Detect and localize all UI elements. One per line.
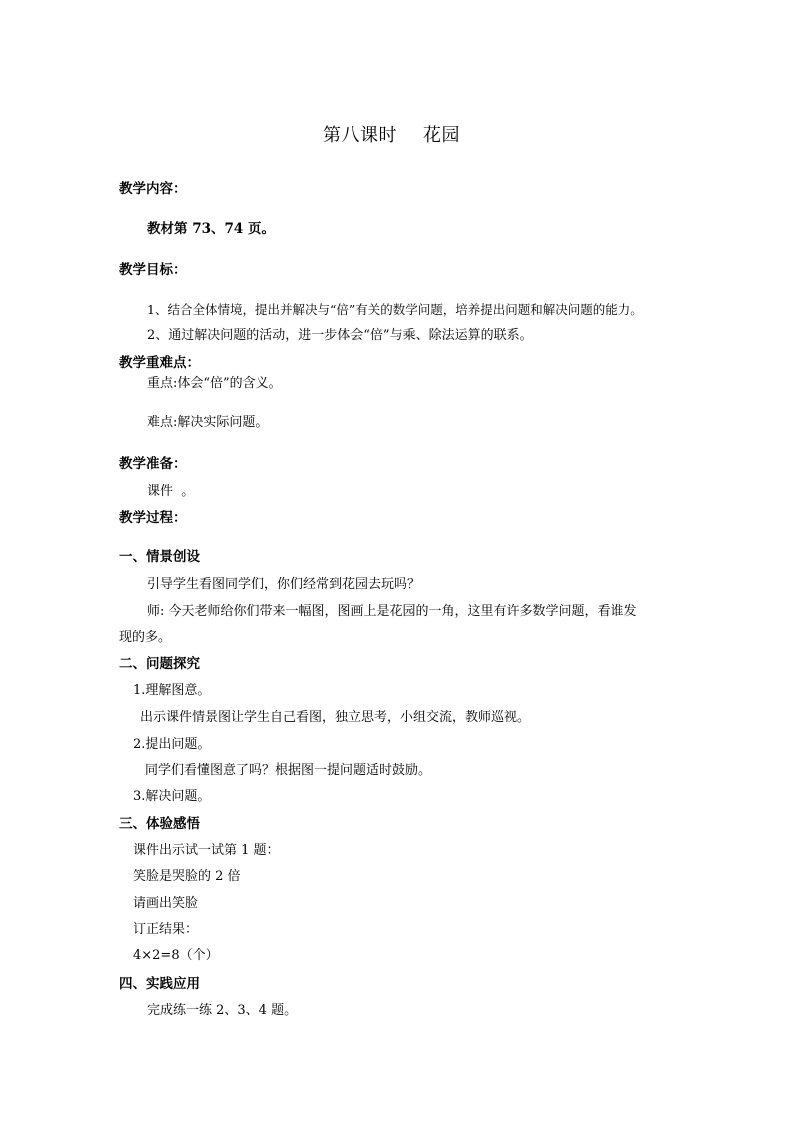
paragraph: 现的多。	[119, 630, 172, 645]
goals-heading: 教学目标：	[119, 262, 187, 278]
content-heading: 教学内容：	[119, 181, 187, 197]
section-heading: 三、体验感悟	[119, 816, 200, 832]
paragraph: 笑脸是哭脸的 2 倍	[133, 869, 241, 884]
content-text: 教材第 73、74 页。	[147, 221, 275, 237]
section-heading: 一、情景创设	[119, 549, 200, 565]
paragraph: 同学们看懂图意了吗？根据图一提问题适时鼓励。	[145, 763, 432, 778]
prep-text: 课件 。	[147, 484, 195, 499]
key-heading: 教学重难点：	[119, 355, 200, 371]
paragraph: 师: 今天老师给你们带来一幅图，图画上是花园的一角，这里有许多数学问题，看谁发	[147, 604, 637, 619]
section-heading: 二、问题探究	[119, 656, 200, 672]
prep-heading: 教学准备：	[119, 456, 187, 472]
key-point: 重点:体会“倍”的含义。	[147, 376, 282, 391]
goal-item: 2、通过解决问题的活动，进一步体会“倍”与乘、除法运算的联系。	[147, 328, 533, 343]
section-heading: 四、实践应用	[119, 976, 200, 992]
title-topic: 花园	[423, 125, 460, 146]
step-label: 3.解决问题。	[133, 789, 211, 804]
paragraph: 完成练一练 2、3、4 题。	[147, 1003, 298, 1018]
paragraph: 引导学生看图同学们，你们经常到花园去玩吗？	[147, 577, 421, 592]
title-lesson: 第八课时	[323, 125, 397, 146]
page-title	[323, 125, 460, 147]
difficult-point: 难点:解决实际问题。	[147, 415, 269, 430]
paragraph: 4×2=8（个）	[133, 948, 219, 963]
paragraph: 请画出笑脸	[133, 896, 199, 911]
paragraph: 出示课件情景图让学生自己看图，独立思考，小组交流，教师巡视。	[140, 710, 531, 725]
step-label: 2.提出问题。	[133, 737, 211, 752]
paragraph: 订正结果：	[133, 922, 199, 937]
paragraph: 课件出示试一试第 1 题：	[133, 843, 280, 858]
goal-item: 1、结合全体情境，提出并解决与“倍”有关的数学问题，培养提出问题和解决问题的能力。	[147, 302, 643, 317]
step-label: 1.理解图意。	[133, 683, 211, 698]
process-heading: 教学过程：	[119, 510, 187, 526]
